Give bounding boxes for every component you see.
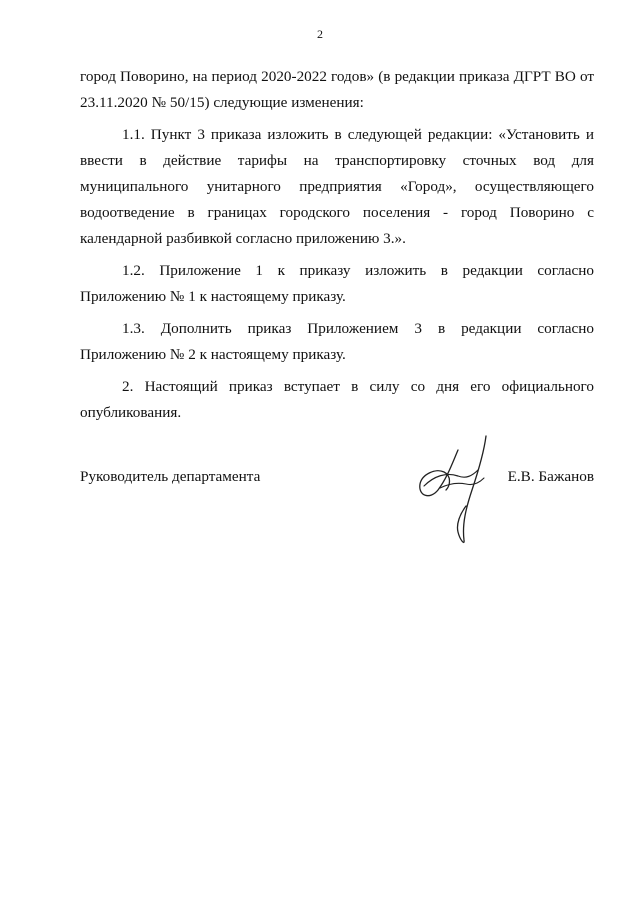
paragraph-continuation: город Поворино, на период 2020-2022 годов» (в редакции приказа ДГРТ ВО от 23.11.2020 № 50/15) следующие изменения: [80,68,594,111]
signature-block [80,466,594,496]
signatory-role: Руководитель департамента [80,468,261,485]
paragraph-1-3: 1.3. Дополнить приказ Приложением 3 в редакции согласно Приложению № 2 к настоящему приказу. [80,320,594,363]
signatory-name: Е.В. Бажанов [507,468,594,485]
document-body [80,64,594,432]
paragraph-2: 2. Настоящий приказ вступает в силу со дня его официального опубликования. [80,378,594,421]
handwritten-signature-icon [400,428,500,548]
page-number: 2 [317,27,323,41]
paragraph-1-2: 1.2. Приложение 1 к приказу изложить в редакции согласно Приложению № 1 к настоящему приказу. [80,262,594,305]
paragraph-1-1: 1.1. Пункт 3 приказа изложить в следующей редакции: «Установить и ввести в действие тарифы на транспортировку сточных вод для муниципального унитарного предприятия «Город», осуществляющего водоотведение в границах городского поселения - город Поворино с календарной разбивкой согласно приложению 3.». [80,126,594,247]
